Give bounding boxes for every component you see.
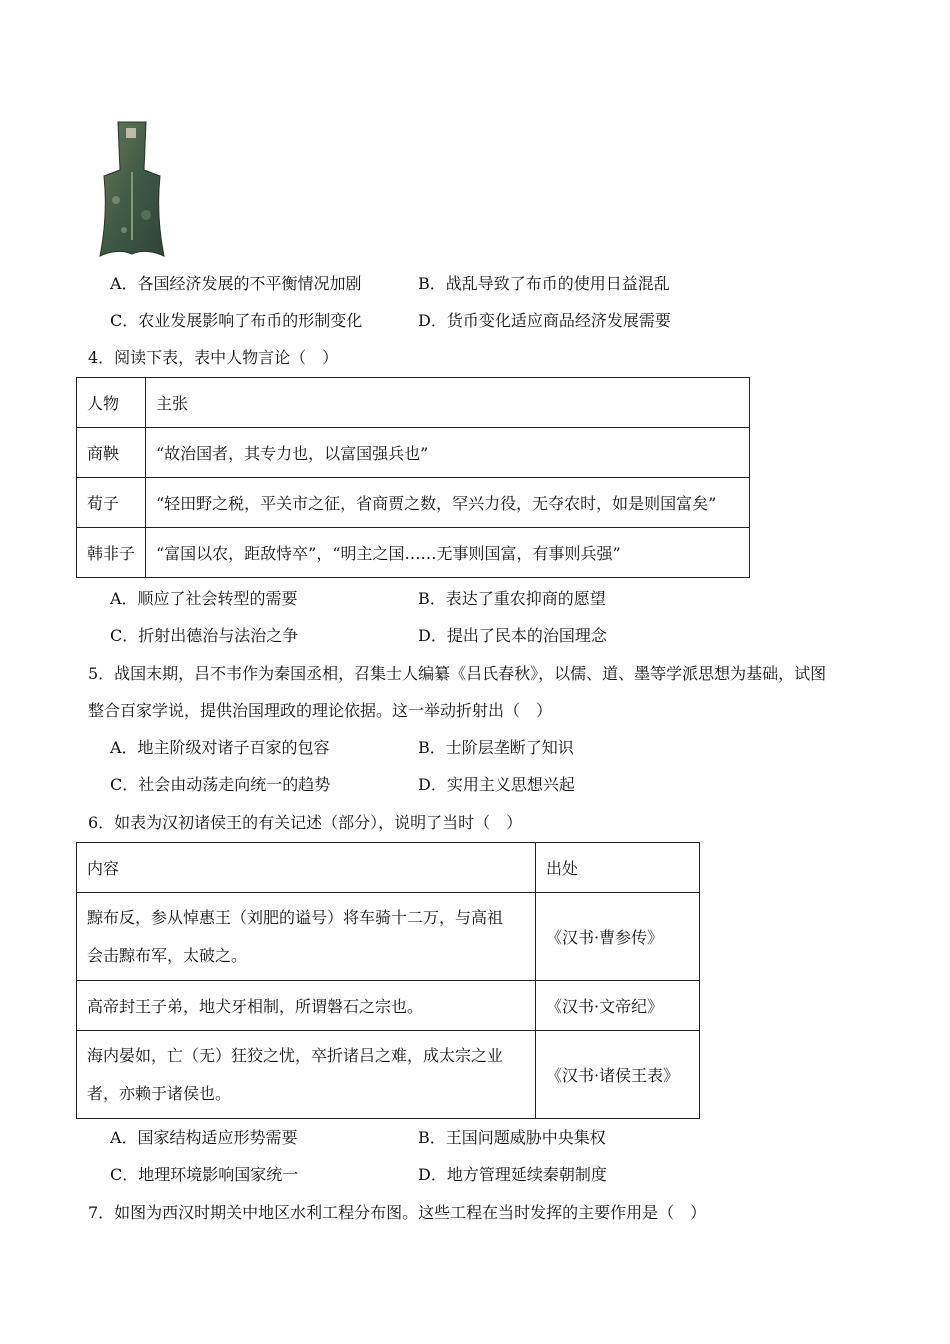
- q6-option-a[interactable]: A．国家结构适应形势需要: [110, 1128, 298, 1147]
- claim-cell: “轻田野之税，平关市之征，省商贾之数，罕兴力役，无夺农时，如是则国富矣”: [146, 478, 750, 528]
- q6-stem: 6．如表为汉初诸侯王的有关记述（部分），说明了当时（ ）: [88, 813, 523, 832]
- content-cell: [77, 1031, 536, 1119]
- q4-stem: 4．阅读下表，表中人物言论（ ）: [88, 348, 339, 367]
- person-cell: 商鞅: [77, 428, 146, 478]
- q5-option-d[interactable]: D．实用主义思想兴起: [418, 775, 575, 794]
- content-cell: 高帝封王子弟，地犬牙相制，所谓磐石之宗也。: [77, 981, 536, 1031]
- q3-option-d[interactable]: D．货币变化适应商品经济发展需要: [418, 311, 671, 330]
- q3-option-a[interactable]: A．各国经济发展的不平衡情况加剧: [110, 274, 362, 293]
- q6-table: [76, 842, 700, 1119]
- q5-option-a[interactable]: A．地主阶级对诸子百家的包容: [110, 738, 330, 757]
- q5-stem-line2: 整合百家学说，提供治国理政的理论依据。这一举动折射出（ ）: [88, 701, 553, 720]
- q3-option-c[interactable]: C．农业发展影响了布币的形制变化: [110, 311, 363, 330]
- person-cell: 荀子: [77, 478, 146, 528]
- spade-coin-image: [96, 120, 168, 260]
- q5-stem-line1: 5．战国末期，吕不韦作为秦国丞相，召集士人编纂《吕氏春秋》，以儒、道、墨等学派思想为基础，试图: [88, 664, 827, 683]
- table-header-cell: 出处: [536, 843, 700, 893]
- content-cell: [77, 893, 536, 981]
- table-row: [77, 528, 750, 578]
- content-line: 黥布反，参从悼惠王（刘肥的谥号）将车骑十二万，与高祖: [87, 907, 504, 927]
- table-row: [77, 893, 700, 981]
- table-header-row: [77, 843, 700, 893]
- table-header-cell: 人物: [77, 378, 146, 428]
- q6-option-c[interactable]: C．地理环境影响国家统一: [110, 1165, 299, 1184]
- claim-cell: “故治国者，其专力也，以富国强兵也”: [146, 428, 750, 478]
- table-header-cell: 内容: [77, 843, 536, 893]
- content-line: 海内晏如，亡（无）狂狡之忧，卒折诸吕之难，成太宗之业: [87, 1045, 504, 1065]
- table-row: [77, 478, 750, 528]
- q4-table: [76, 377, 750, 578]
- person-cell: 韩非子: [77, 528, 146, 578]
- table-row: [77, 981, 700, 1031]
- table-row: [77, 428, 750, 478]
- table-row: [77, 1031, 700, 1119]
- table-header-cell: 主张: [146, 378, 750, 428]
- source-cell: 《汉书·曹参传》: [536, 893, 700, 981]
- q4-option-d[interactable]: D．提出了民本的治国理念: [418, 626, 607, 645]
- q4-option-a[interactable]: A．顺应了社会转型的需要: [110, 589, 298, 608]
- q3-option-b[interactable]: B．战乱导致了布币的使用日益混乱: [418, 274, 670, 293]
- q7-stem: 7．如图为西汉时期关中地区水利工程分布图。这些工程在当时发挥的主要作用是（ ）: [88, 1203, 707, 1222]
- q4-option-c[interactable]: C．折射出德治与法治之争: [110, 626, 299, 645]
- claim-cell: “富国以农，距敌恃卒”，“明主之国……无事则国富，有事则兵强”: [146, 528, 750, 578]
- content-line: 会击黥布军，太破之。: [87, 945, 248, 965]
- q6-option-d[interactable]: D．地方管理延续秦朝制度: [418, 1165, 607, 1184]
- source-cell: 《汉书·诸侯王表》: [536, 1031, 700, 1119]
- table-header-row: [77, 378, 750, 428]
- source-cell: 《汉书·文帝纪》: [536, 981, 700, 1031]
- q5-option-b[interactable]: B．士阶层垄断了知识: [418, 738, 574, 757]
- content-line: 者，亦赖于诸侯也。: [87, 1083, 232, 1103]
- q4-option-b[interactable]: B．表达了重农抑商的愿望: [418, 589, 606, 608]
- q5-option-c[interactable]: C．社会由动荡走向统一的趋势: [110, 775, 331, 794]
- q6-option-b[interactable]: B．王国问题威胁中央集权: [418, 1128, 606, 1147]
